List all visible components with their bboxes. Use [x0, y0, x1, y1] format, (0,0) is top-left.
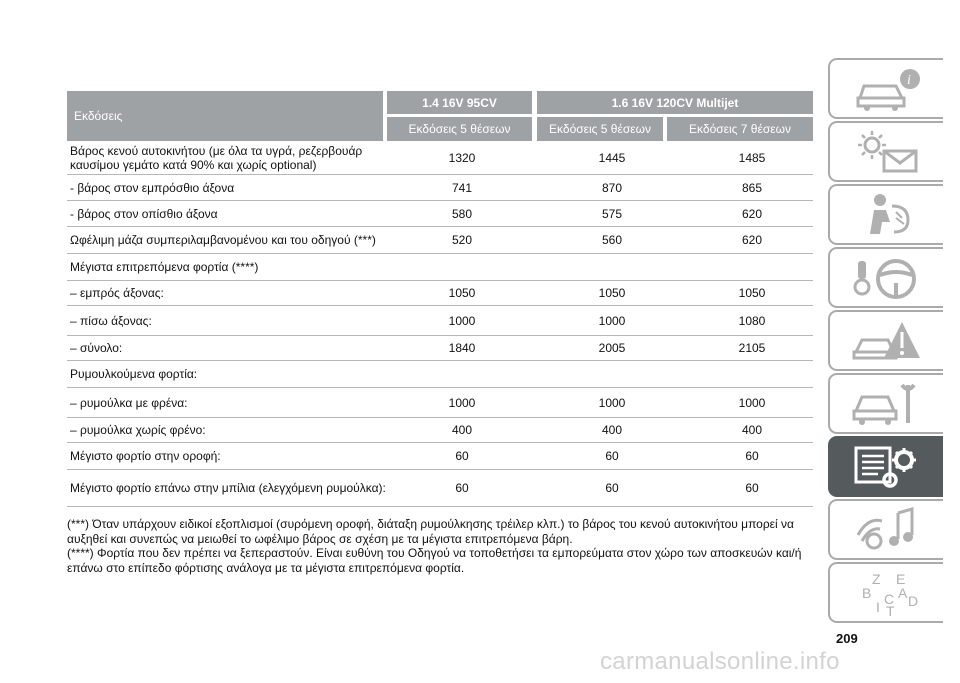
row-label: – σύνολο: [70, 341, 123, 355]
index-letter: C [883, 590, 894, 607]
specs-table [67, 91, 813, 507]
row-value: 1000 [598, 395, 626, 410]
tab-emergency[interactable] [828, 310, 943, 371]
row-value: 1000 [738, 395, 766, 410]
row-label: Μέγιστα επιτρεπόμενα φορτία (****) [70, 260, 259, 274]
table-body [67, 141, 813, 507]
row-label: Βάρος κενού αυτοκινήτου (με όλα τα υγρά, ρεζερβουάρ καυσίμου γεμάτο κατά 90% και χωρίς optional) [70, 143, 363, 172]
row-value: 2005 [598, 341, 626, 355]
row-value: 1050 [448, 286, 476, 300]
tab-warning-lights[interactable] [828, 121, 943, 182]
svg-text:i: i [906, 72, 911, 88]
warning-lights-icon [852, 129, 922, 175]
tab-car-info[interactable] [828, 58, 943, 119]
row-label: Μέγιστο φορτίο στην οροφή: [70, 449, 221, 463]
row-value: 60 [605, 481, 619, 495]
table-row [67, 418, 813, 443]
tab-multimedia[interactable] [828, 499, 943, 560]
row-value: 1485 [738, 150, 766, 165]
index-letter: E [895, 570, 905, 587]
row-value: 60 [745, 449, 759, 463]
row-value: 1320 [448, 150, 476, 165]
row-label: – εμπρός άξονας: [70, 286, 164, 300]
row-value: 741 [451, 180, 473, 195]
index-letter: Z [871, 570, 881, 587]
airbag-seatbelt-icon [852, 192, 922, 238]
row-value: 400 [451, 423, 473, 437]
table-row [67, 201, 813, 227]
steering-wheel-key-icon [852, 255, 922, 301]
table-row [67, 336, 813, 361]
index-letter: B [861, 584, 871, 601]
page-number: 209 [836, 631, 858, 646]
index-icon [852, 570, 922, 616]
car-info-icon [852, 66, 922, 112]
row-value: 1050 [598, 286, 626, 300]
row-label: Ωφέλιμη μάζα συμπεριλαμβανομένου και του οδηγού (***) [70, 233, 376, 247]
index-letter: D [907, 592, 918, 609]
row-value: 870 [601, 180, 623, 195]
table-row [67, 306, 813, 336]
row-value: 60 [745, 481, 759, 495]
row-label: – ρυμούλκα με φρένα: [70, 395, 188, 410]
tab-maintenance[interactable] [828, 373, 943, 434]
table-row [67, 175, 813, 201]
row-label: – πίσω άξονας: [70, 313, 152, 328]
row-value: 60 [455, 449, 469, 463]
tab-safety[interactable] [828, 184, 943, 245]
subheader-1: Εκδόσεις 5 θέσεων [387, 117, 532, 141]
table-row [67, 141, 813, 175]
index-letter: A [897, 584, 907, 601]
row-value: 400 [601, 423, 623, 437]
versions-header: Εκδόσεις [67, 91, 383, 141]
multimedia-icon [852, 507, 922, 553]
row-value: 60 [605, 449, 619, 463]
footnote: (****) Φορτία που δεν πρέπει να ξεπεραστούν. Είναι ευθύνη του Οδηγού να τοποθετήσει τα εμπορεύματα στον χώρο των αποσκευών και/ή επάνω στο επίπεδο φόρτισης ανάλογα με τα μέγιστα επιτρεπόμενα φορτία. [67, 546, 802, 575]
row-value: 1445 [598, 150, 626, 165]
row-value: 2105 [738, 341, 766, 355]
table-row [67, 388, 813, 418]
row-value: 620 [741, 206, 763, 221]
row-value: 1000 [448, 313, 476, 328]
table-header [67, 91, 813, 141]
row-value: 520 [451, 233, 473, 247]
table-row [67, 470, 813, 507]
engine-header-1: 1.4 16V 95CV [387, 91, 532, 114]
row-value: 400 [741, 423, 763, 437]
row-value: 1000 [448, 395, 476, 410]
tab-index[interactable] [828, 562, 943, 623]
table-row [67, 281, 813, 306]
subheader-2: Εκδόσεις 5 θέσεων [537, 117, 663, 141]
tab-technical-specs[interactable] [828, 436, 943, 497]
emergency-icon [852, 318, 922, 364]
row-value: 575 [601, 206, 623, 221]
index-letter: I [875, 598, 880, 615]
row-value: 60 [455, 481, 469, 495]
row-value: 1050 [738, 286, 766, 300]
car-maintenance-icon [852, 381, 922, 427]
row-value: 1840 [448, 341, 476, 355]
row-label: Ρυμουλκούμενα φορτία: [70, 367, 198, 381]
footnotes [67, 517, 827, 575]
row-label: Μέγιστο φορτίο επάνω στην μπίλια (ελεγχόμενη ρυμούλκα): [70, 481, 386, 495]
engine-header-2: 1.6 16V 120CV Multijet [537, 91, 813, 114]
row-value: 865 [741, 180, 763, 195]
table-row [67, 361, 813, 388]
table-row [67, 254, 813, 281]
row-label: - βάρος στον οπίσθιο άξονα [70, 206, 218, 221]
row-value: 580 [451, 206, 473, 221]
index-letter: T [885, 602, 895, 616]
technical-specs-icon [852, 444, 922, 490]
table-row [67, 227, 813, 254]
row-label: – ρυμούλκα χωρίς φρένο: [70, 423, 206, 437]
footnote: (***) Όταν υπάρχουν ειδικοί εξοπλισμοί (συρόμενη οροφή, διάταξη ρυμούλκησης τρέιλερ κλπ.) το βάρος του κενού αυτοκινήτου μπορεί να αυξηθεί και συνεπώς να μειωθεί το ωφέλιμο βάρος σε σχέση με τα μέγιστα επιτρεπόμενα βάρη. [67, 517, 794, 546]
svg-text:ZEBAICDT [862, 571, 918, 616]
tab-starting-driving[interactable] [828, 247, 943, 308]
table-row [67, 443, 813, 470]
watermark: carmanualsonline.info [600, 648, 840, 675]
subheader-3: Εκδόσεις 7 θέσεων [667, 117, 813, 141]
row-value: 620 [741, 233, 763, 247]
row-value: 1000 [598, 313, 626, 328]
row-label: - βάρος στον εμπρόσθιο άξονα [70, 180, 235, 195]
row-value: 1080 [738, 313, 766, 328]
row-value: 560 [601, 233, 623, 247]
